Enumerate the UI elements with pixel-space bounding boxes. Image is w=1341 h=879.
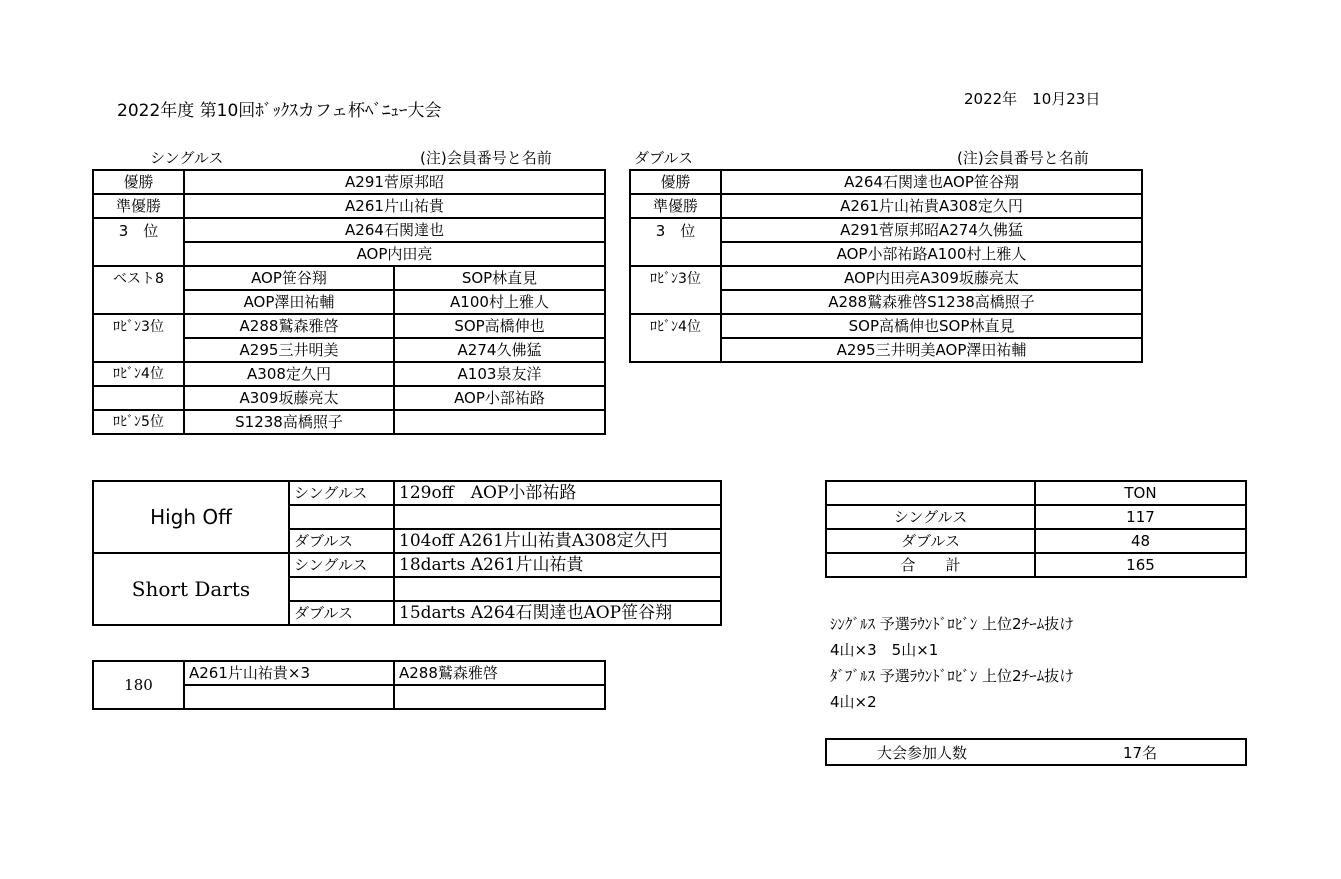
table-row — [93, 362, 605, 386]
rr4-name: A308定久円 — [184, 362, 394, 386]
ton-row-label: シングルス — [826, 505, 1035, 529]
rr3-name: A295三井明美 — [184, 338, 394, 362]
table-row — [93, 170, 605, 194]
rr3-name: AOP内田亮A309坂藤亮太 — [721, 266, 1142, 290]
table-row — [93, 410, 605, 434]
participants-count: 17名 — [1123, 744, 1158, 762]
table-row — [826, 505, 1246, 529]
short-darts-label: Short Darts — [93, 553, 289, 625]
one80-entry: A261片山祐貴×3 — [184, 661, 394, 685]
rank-label: ﾛﾋﾞﾝ5位 — [93, 410, 184, 434]
table-row — [630, 194, 1142, 218]
table-row — [93, 553, 721, 577]
table-row — [93, 218, 605, 242]
rr4-name: AOP小部祐路 — [394, 386, 605, 410]
short-darts-doubles: 15darts A264石関達也AOP笹谷翔 — [394, 601, 721, 625]
doubles-section-label: ダブルス — [634, 149, 693, 167]
winner-name: A291菅原邦昭 — [184, 170, 605, 194]
table-row — [93, 481, 721, 505]
format-note: ｼﾝｸﾞﾙｽ 予選ﾗｳﾝﾄﾞﾛﾋﾞﾝ 上位2ﾁｰﾑ抜け — [830, 615, 1075, 633]
singles-note: (注)会員番号と名前 — [420, 149, 552, 167]
winner-name: A264石関達也AOP笹谷翔 — [721, 170, 1142, 194]
participants-box — [825, 738, 1247, 766]
awards-table — [92, 480, 722, 626]
third-name: A291菅原邦昭A274久佛猛 — [721, 218, 1142, 242]
participants-label: 大会参加人数 — [877, 744, 968, 762]
best8-name: SOP林直見 — [394, 266, 605, 290]
table-row — [93, 194, 605, 218]
format-note: 4山×2 — [830, 693, 877, 711]
table-row — [93, 338, 605, 362]
best8-name: A100村上雅人 — [394, 290, 605, 314]
best8-name: AOP澤田祐輔 — [184, 290, 394, 314]
doubles-note: (注)会員番号と名前 — [957, 149, 1089, 167]
short-darts-singles: 18darts A261片山祐貴 — [394, 553, 721, 577]
page-title: 2022年度 第10回ﾎﾞｯｸｽカフェ杯ﾍﾞﾆｭｰ大会 — [117, 101, 442, 121]
ton-value: 117 — [1035, 505, 1246, 529]
singles-section-label: シングルス — [150, 149, 224, 167]
rr4-name: A295三井明美AOP澤田祐輔 — [721, 338, 1142, 362]
third-name: AOP小部祐路A100村上雅人 — [721, 242, 1142, 266]
ton-value: 165 — [1035, 553, 1246, 577]
ton-table — [825, 480, 1247, 578]
ton-value: 48 — [1035, 529, 1246, 553]
rank-label: 準優勝 — [93, 194, 184, 218]
rank-label: ﾛﾋﾞﾝ3位 — [630, 266, 721, 290]
category-label: ダブルス — [289, 601, 394, 625]
ton-header: TON — [1035, 481, 1246, 505]
one80-entry: A288鷲森雅啓 — [394, 661, 605, 685]
rr3-name: A288鷲森雅啓S1238高橋照子 — [721, 290, 1142, 314]
rank-label: ベスト8 — [93, 266, 184, 290]
singles-results-table — [92, 169, 606, 435]
category-label: ダブルス — [289, 529, 394, 553]
table-row — [826, 481, 1246, 505]
one80-table — [92, 660, 606, 710]
table-row — [93, 266, 605, 290]
third-name: AOP内田亮 — [184, 242, 605, 266]
rr4-name: SOP高橋伸也SOP林直見 — [721, 314, 1142, 338]
format-note: 4山×3 5山×1 — [830, 641, 939, 659]
category-label: シングルス — [289, 553, 394, 577]
table-row — [826, 529, 1246, 553]
rank-label: ﾛﾋﾞﾝ4位 — [630, 314, 721, 338]
rr5-name: S1238高橋照子 — [184, 410, 394, 434]
event-date: 2022年 10月23日 — [964, 90, 1101, 108]
table-row — [630, 242, 1142, 266]
high-off-label: High Off — [93, 481, 289, 553]
table-row — [93, 386, 605, 410]
one80-label: 180 — [93, 661, 184, 709]
table-row — [630, 314, 1142, 338]
rr3-name: SOP高橋伸也 — [394, 314, 605, 338]
ton-row-label: 合 計 — [826, 553, 1035, 577]
best8-name: AOP笹谷翔 — [184, 266, 394, 290]
rank-label: ﾛﾋﾞﾝ3位 — [93, 314, 184, 338]
rr3-name: A274久佛猛 — [394, 338, 605, 362]
rank-label: 準優勝 — [630, 194, 721, 218]
table-row — [93, 290, 605, 314]
table-row — [93, 314, 605, 338]
format-note: ﾀﾞﾌﾞﾙｽ 予選ﾗｳﾝﾄﾞﾛﾋﾞﾝ 上位2ﾁｰﾑ抜け — [830, 667, 1075, 685]
table-row — [630, 338, 1142, 362]
table-row — [630, 218, 1142, 242]
third-name: A264石関達也 — [184, 218, 605, 242]
high-off-singles: 129off AOP小部祐路 — [394, 481, 721, 505]
high-off-doubles: 104off A261片山祐貴A308定久円 — [394, 529, 721, 553]
table-row — [826, 553, 1246, 577]
rank-label: ﾛﾋﾞﾝ4位 — [93, 362, 184, 386]
rr4-name: A103泉友洋 — [394, 362, 605, 386]
rr3-name: A288鷲森雅啓 — [184, 314, 394, 338]
rank-label: 優勝 — [93, 170, 184, 194]
rr4-name: A309坂藤亮太 — [184, 386, 394, 410]
ton-row-label: ダブルス — [826, 529, 1035, 553]
rank-label: 3 位 — [93, 218, 184, 242]
doubles-results-table — [629, 169, 1143, 363]
rank-label: 優勝 — [630, 170, 721, 194]
runnerup-name: A261片山祐貴A308定久円 — [721, 194, 1142, 218]
rank-label: 3 位 — [630, 218, 721, 242]
table-row — [93, 242, 605, 266]
category-label: シングルス — [289, 481, 394, 505]
table-row — [93, 661, 605, 685]
table-row — [630, 170, 1142, 194]
table-row — [630, 290, 1142, 314]
table-row — [630, 266, 1142, 290]
runnerup-name: A261片山祐貴 — [184, 194, 605, 218]
